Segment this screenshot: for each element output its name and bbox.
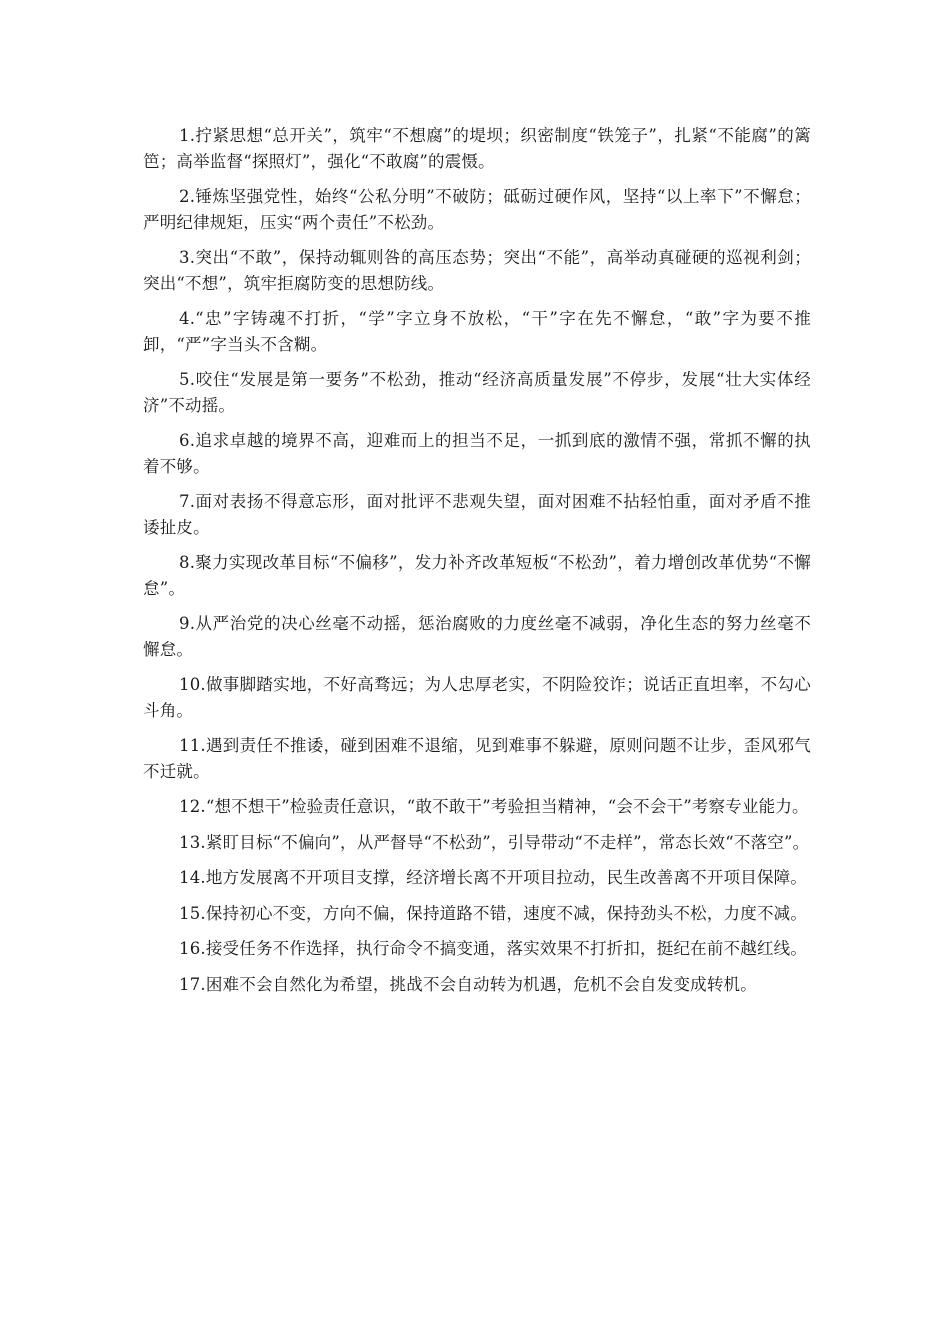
paragraph-15: 15.保持初心不变，方向不偏，保持道路不错，速度不减，保持劲头不松，力度不减。 <box>179 903 808 923</box>
paragraph-2: 2.锤炼坚强党性，始终“公私分明”不破防；砥砺过硬作风，坚持“以上率下”不懈怠；严明纪律规矩，压实“两个责任”不松劲。 <box>143 187 811 232</box>
paragraph-13: 13.紧盯目标“不偏向”，从严督导“不松劲”，引导带动“不走样”，常态长效“不落空”。 <box>179 832 810 852</box>
paragraph-3: 3.突出“不敢”，保持动辄则咎的高压态势；突出“不能”，高举动真碰硬的巡视利剑；突出“不想”，筑牢拒腐防变的思想防线。 <box>143 248 811 293</box>
paragraph-1: 1.拧紧思想“总开关”，筑牢“不想腐”的堤坝；织密制度“铁笼子”，扎紧“不能腐”的篱笆；高举监督“探照灯”，强化“不敢腐”的震慑。 <box>143 126 811 171</box>
paragraph-17: 17.困难不会自然化为希望，挑战不会自动转为机遇，危机不会自发变成转机。 <box>179 974 757 994</box>
paragraph-10: 10.做事脚踏实地，不好高骛远；为人忠厚老实，不阴险狡诈；说话正直坦率，不勾心斗角。 <box>143 675 811 720</box>
paragraph-14: 14.地方发展离不开项目支撑，经济增长离不开项目拉动，民生改善离不开项目保障。 <box>179 868 808 887</box>
paragraph-6: 6.追求卓越的境界不高，迎难而上的担当不足，一抓到底的激情不强，常抓不懈的执着不够。 <box>143 431 811 476</box>
document-body <box>143 123 811 1007</box>
paragraph-11: 11.遇到责任不推诿，碰到困难不退缩，见到难事不躲避，原则问题不让步，歪风邪气不迁就。 <box>143 736 811 781</box>
paragraph-9: 9.从严治党的决心丝毫不动摇，惩治腐败的力度丝毫不减弱，净化生态的努力丝毫不懈怠。 <box>143 614 811 659</box>
paragraph-4: 4.“忠”字铸魂不打折，“学”字立身不放松，“干”字在先不懈怠，“敢”字为要不推卸，“严”字当头不含糊。 <box>143 309 811 354</box>
paragraph-8: 8.聚力实现改革目标“不偏移”，发力补齐改革短板“不松劲”，着力增创改革优势“不懈怠”。 <box>143 553 811 598</box>
paragraph-5: 5.咬住“发展是第一要务”不松劲，推动“经济高质量发展”不停步，发展“壮大实体经济”不动摇。 <box>143 370 811 415</box>
paragraph-12: 12.“想不想干”检验责任意识，“敢不敢干”考验担当精神，“会不会干”考察专业能力。 <box>179 797 809 816</box>
paragraph-16: 16.接受任务不作选择，执行命令不搞变通，落实效果不打折扣，挺纪在前不越红线。 <box>179 939 808 958</box>
paragraph-7: 7.面对表扬不得意忘形，面对批评不悲观失望，面对困难不拈轻怕重，面对矛盾不推诿扯皮。 <box>143 492 811 537</box>
